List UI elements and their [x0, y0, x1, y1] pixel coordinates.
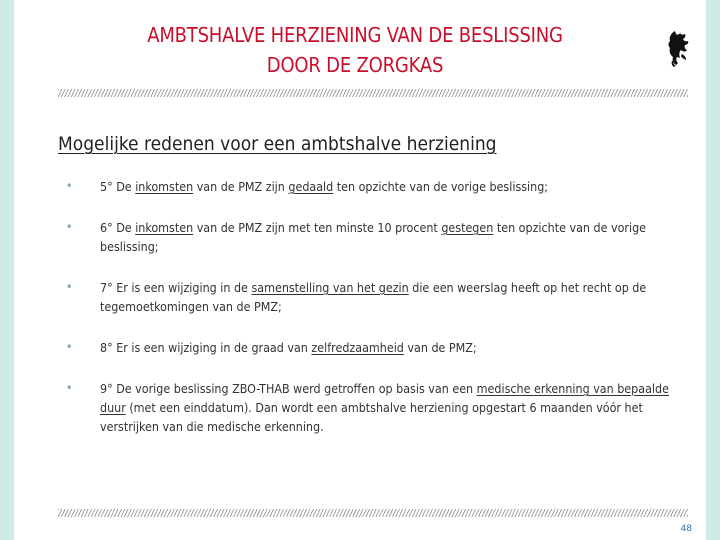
flemish-lion-icon: [664, 28, 692, 68]
left-accent-bar: [0, 0, 14, 540]
list-item: • 6° De inkomsten van de PMZ zijn met ten minste 10 procent gestegen ten opzichte van de vorige beslissing;: [66, 220, 647, 254]
underlined-term: gedaald: [288, 179, 334, 194]
right-accent-bar: [706, 0, 720, 540]
bullet-marker: •: [66, 179, 73, 193]
bottom-hatch-divider: [58, 509, 688, 517]
slide-title: [60, 20, 650, 80]
list-item: • 5° De inkomsten van de PMZ zijn gedaald ten opzichte van de vorige beslissing;: [66, 179, 549, 194]
title-line-1: AMBTSHALVE HERZIENING VAN DE BESLISSING: [147, 23, 563, 47]
reasons-list: [66, 177, 696, 436]
underlined-term: inkomsten: [135, 220, 194, 235]
list-item: • 9° De vorige beslissing ZBO-THAB werd getroffen op basis van een medische erkenning van bepaalde duur (met een einddatum). Dan wordt een ambtshalve herziening opgestart 6 maanden vóór het verstrijken van die medische erkenning.: [66, 381, 669, 434]
title-line-2: DOOR DE ZORGKAS: [266, 53, 444, 77]
slide-subtitle: Mogelijke redenen voor een ambtshalve herziening: [58, 133, 497, 155]
bullet-marker: •: [66, 381, 73, 395]
bullet-marker: •: [66, 220, 73, 234]
underlined-term: samenstelling van het gezin: [251, 280, 409, 295]
underlined-term: gestegen: [441, 220, 494, 235]
underlined-term: zelfredzaamheid: [311, 340, 404, 355]
underlined-term: inkomsten: [135, 179, 194, 194]
top-hatch-divider: [58, 89, 688, 97]
bullet-marker: •: [66, 280, 73, 294]
bullet-marker: •: [66, 340, 73, 354]
page-number: 48: [680, 524, 692, 534]
list-item: • 7° Er is een wijziging in de samenstelling van het gezin die een weerslag heeft op het recht op de tegemoetkomingen van de PMZ;: [66, 280, 647, 314]
underlined-term: medische erkenning van bepaalde duur: [100, 381, 669, 415]
list-item: • 8° Er is een wijziging in de graad van zelfredzaamheid van de PMZ;: [66, 340, 477, 355]
